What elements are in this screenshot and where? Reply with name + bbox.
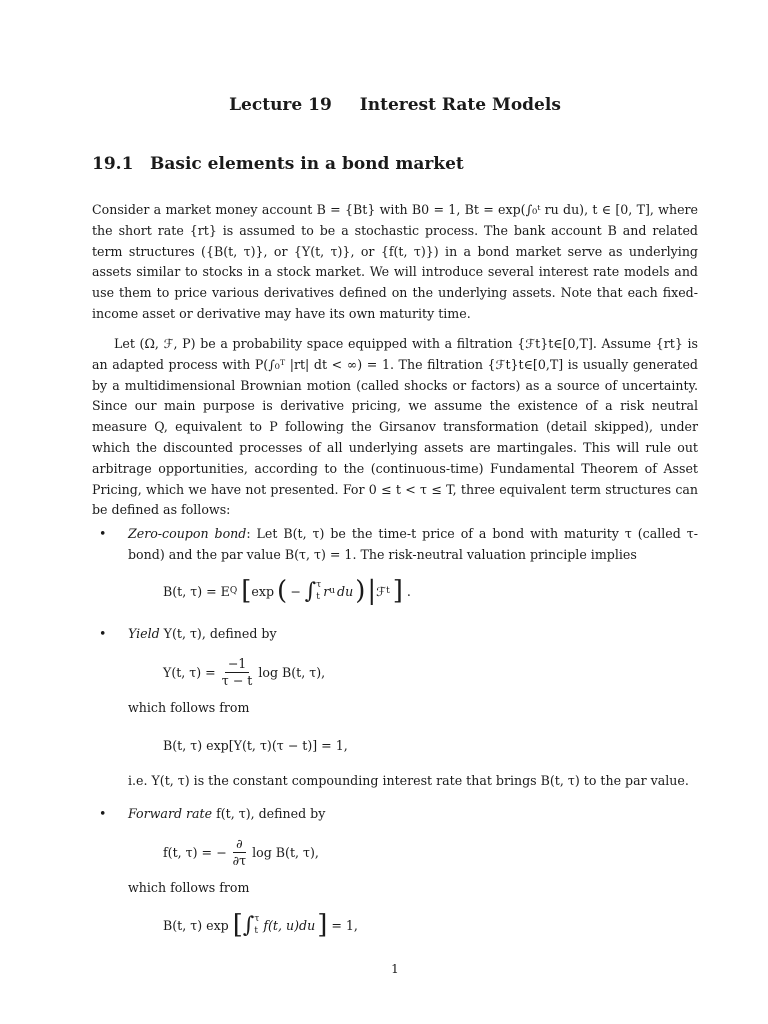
- follows-from-1: which follows from: [128, 700, 250, 715]
- equation-forward-integral: B(t, τ) exp [ ∫ τ t f(t, u)du ] = 1,: [163, 910, 358, 940]
- bullet-yield: [128, 624, 698, 645]
- bullet-marker: •: [99, 526, 107, 541]
- equation-yield-compounding: B(t, τ) exp[Y(t, τ)(τ − t)] = 1,: [163, 738, 348, 753]
- lecture-number: Lecture 19: [229, 95, 332, 115]
- lecture-title: [0, 95, 768, 115]
- equation-bond-price: B(t, τ) = E Q [ exp ( − ∫ τ t r u du ) | ℱ t ] .: [163, 576, 411, 606]
- follows-from-2: which follows from: [128, 880, 250, 895]
- bullet-marker: •: [99, 626, 107, 641]
- bullet-yield-text: Y(t, τ), defined by: [159, 626, 277, 641]
- section-heading: [92, 154, 464, 174]
- paragraph-1: Consider a market money account B = {Bt} with B0 = 1, Bt = exp(∫₀ᵗ ru du), t ∈ [0, T], where the short rate {rt} is assumed to be a stochastic process. The bank account B and related term structures ({B(t, τ)}, or {Y(t, τ)}, or {f(t, τ)}) in a bond market serve as underlying assets similar to stocks in a stock market. We will introduce several interest rate models and use them to price various derivatives defined on the underlying assets. Note that each fixed-income asset or derivative may have its own maturity time.: [92, 202, 698, 321]
- bullet-marker: •: [99, 806, 107, 821]
- lecture-topic: Interest Rate Models: [359, 95, 561, 115]
- term-forward-rate: Forward rate: [128, 806, 213, 821]
- section-number: 19.1: [92, 154, 134, 174]
- equation-forward-rate: f(t, τ) = − $\frac{\partial}{\partial\tau}$ log B(t, τ),: [163, 836, 319, 868]
- paragraph-2-text: Let (Ω, ℱ, P) be a probability space equipped with a filtration {ℱt}t∈[0,T]. Assume {rt} is an adapted process with P(∫₀ᵀ |rt| dt < ∞) = 1. The filtration {ℱt}t∈[0,T] is usually generated by a multidimensional Brownian motion (called shocks or factors) as a source of uncertainty. Since our main purpose is derivative pricing, we assume the existence of a risk neutral measure Q, equivalent to P following the Girsanov transformation (detail skipped), under which the discounted processes of all underlying assets are martingales. This will rule out arbitrage opportunities, according to the (continuous-time) Fundamental Theorem of Asset Pricing, which we have not presented. For 0 ≤ t < τ ≤ T, three equivalent term structures can be defined as follows:: [92, 336, 698, 518]
- bullet-forward-rate-text: f(t, τ), defined by: [212, 806, 326, 821]
- bullet-forward-rate: [128, 804, 698, 825]
- yield-explanation: i.e. Y(t, τ) is the constant compounding interest rate that brings B(t, τ) to the par value.: [128, 773, 689, 788]
- bullet-zero-coupon: [128, 524, 698, 565]
- equation-yield: Y(t, τ) = $\frac{-1}{\tau - t}$ log B(t, τ),: [163, 656, 326, 688]
- term-zero-coupon: Zero-coupon bond: [128, 526, 247, 541]
- bullet-zero-coupon-text: : Let B(t, τ) be the time-t price of a bond with maturity τ (called τ-bond) and the par value B(τ, τ) = 1. The risk-neutral valuation principle implies: [128, 526, 698, 562]
- page-number: 1: [391, 962, 399, 976]
- term-yield: Yield: [128, 626, 160, 641]
- section-title: Basic elements in a bond market: [150, 154, 464, 174]
- paragraph-2: [92, 334, 698, 521]
